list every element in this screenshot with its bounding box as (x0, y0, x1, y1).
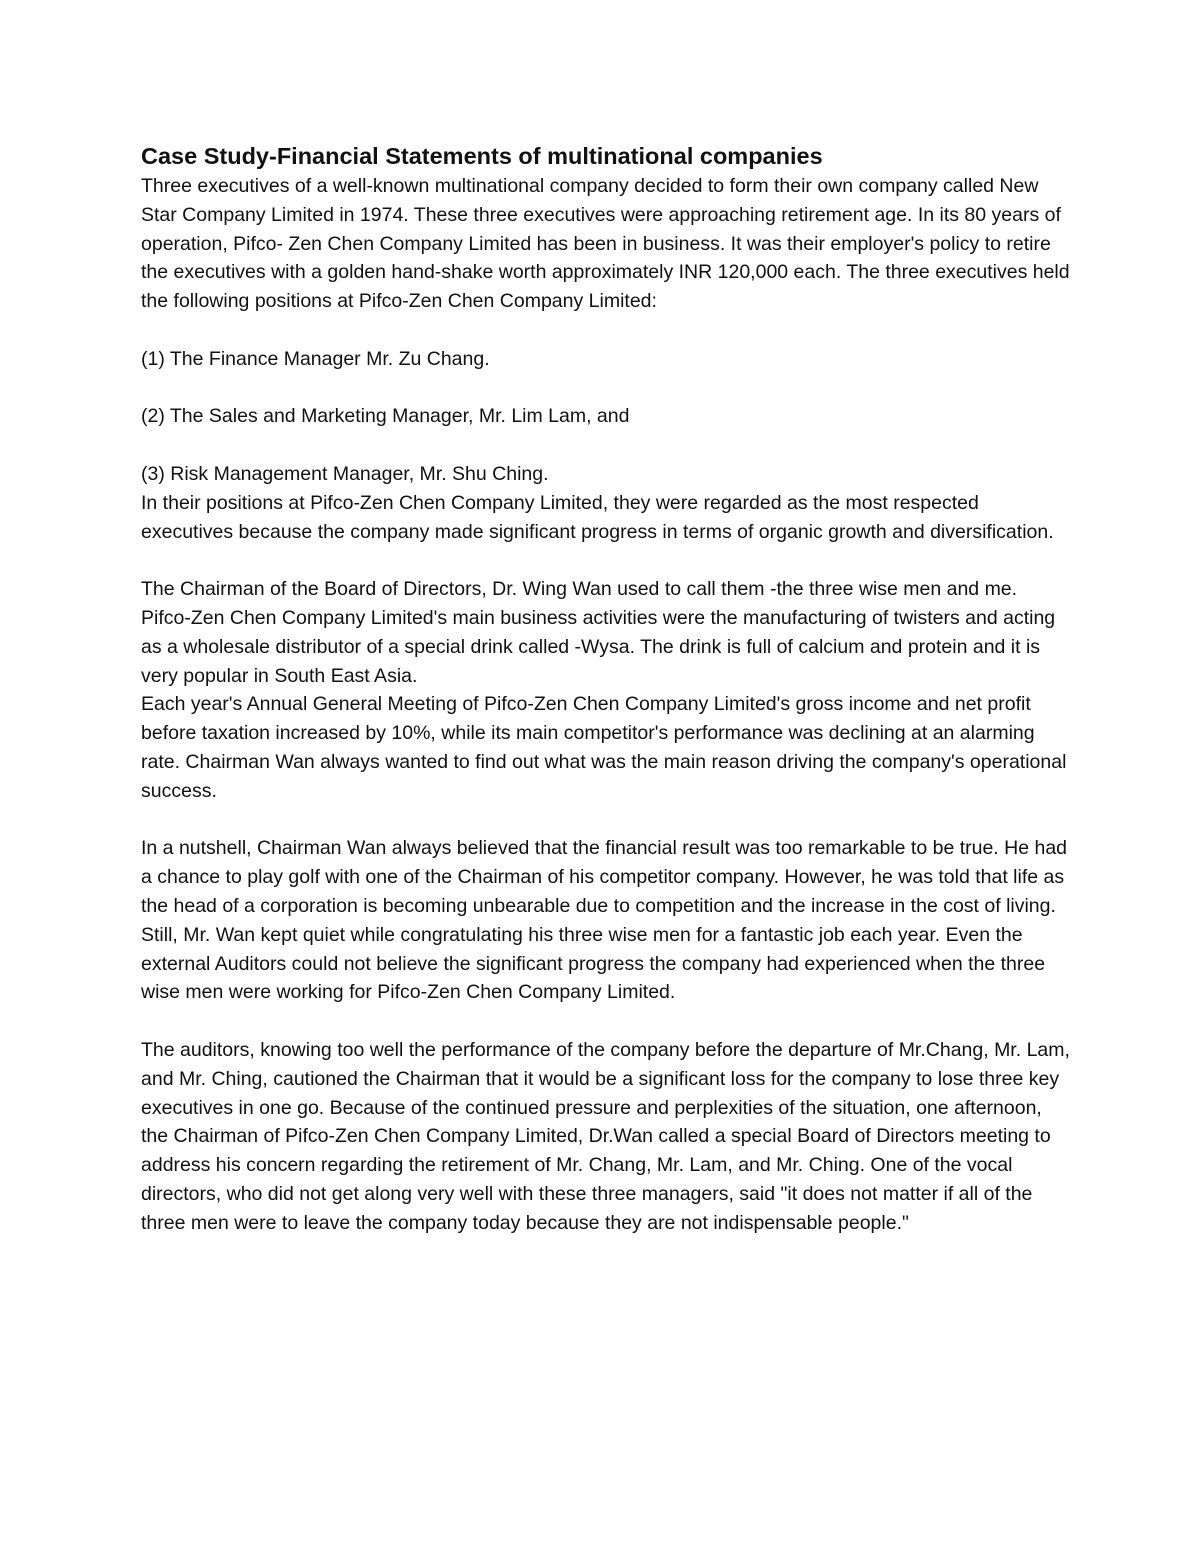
blank-line (141, 374, 1071, 403)
list-item-finance-manager: (1) The Finance Manager Mr. Zu Chang. (141, 347, 490, 370)
blank-line (141, 316, 1071, 345)
paragraph-auditors: The auditors, knowing too well the performance of the company before the departure of Mr.Chang, Mr. Lam, and Mr. Ching, cautioned the Chairman that it would be a significant loss for the company to lose three key executives in one go. Because of the continued pressure and perplexities of the situation, one afternoon, the Chairman of Pifco-Zen Chen Company Limited, Dr.Wan called a special Board of Directors meeting to address his concern regarding the retirement of Mr. Chang, Mr. Lam, and Mr. Ching. One of the vocal directors, who did not get along very well with these three managers, said "it does not matter if all of the three men were to leave the company today because they are not indispensable people." (141, 1038, 1070, 1234)
paragraph-nutshell: In a nutshell, Chairman Wan always believed that the financial result was too remarkable to be true. He had a chance to play golf with one of the Chairman of his competitor company. However, he was told that life as the head of a corporation is becoming unbearable due to competition and the increase in the cost of living. Still, Mr. Wan kept quiet while congratulating his three wise men for a fantastic job each year. Even the external Auditors could not believe the significant progress the company had experienced when the three wise men were working for Pifco-Zen Chen Company Limited. (141, 837, 1068, 1004)
blank-line (141, 1007, 1071, 1036)
list-item-sales-manager: (2) The Sales and Marketing Manager, Mr. Lim Lam, and (141, 405, 630, 428)
document-page (141, 140, 1071, 1237)
paragraph-annual-meeting: Each year's Annual General Meeting of Pifco-Zen Chen Company Limited's gross income and net profit before taxation increased by 10%, while its main competitor's performance was declining at an alarming rate. Chairman Wan always wanted to find out what was the main reason driving the company's operational success. (141, 693, 1067, 802)
blank-line (141, 431, 1071, 460)
blank-line (141, 546, 1071, 575)
list-item-risk-manager: (3) Risk Management Manager, Mr. Shu Ching. (141, 462, 549, 485)
paragraph-chairman: The Chairman of the Board of Directors, Dr. Wing Wan used to call them -the three wise men and me. Pifco-Zen Chen Company Limited's main business activities were the manufacturing of twisters and acting as a wholesale distributor of a special drink called -Wysa. The drink is full of calcium and protein and it is very popular in South East Asia. (141, 578, 1056, 687)
document-title: Case Study-Financial Statements of multinational companies (141, 143, 823, 169)
paragraph-intro: Three executives of a well-known multinational company decided to form their own company called New Star Company Limited in 1974. These three executives were approaching retirement age. In its 80 years of operation, Pifco- Zen Chen Company Limited has been in business. It was their employer's policy to retire the executives with a golden hand-shake worth approximately INR 120,000 each. The three executives held the following positions at Pifco-Zen Chen Company Limited: (141, 175, 1070, 313)
blank-line (141, 806, 1071, 835)
paragraph-respected-executives: In their positions at Pifco-Zen Chen Company Limited, they were regarded as the most respected executives because the company made significant progress in terms of organic growth and diversification. (141, 491, 1054, 543)
